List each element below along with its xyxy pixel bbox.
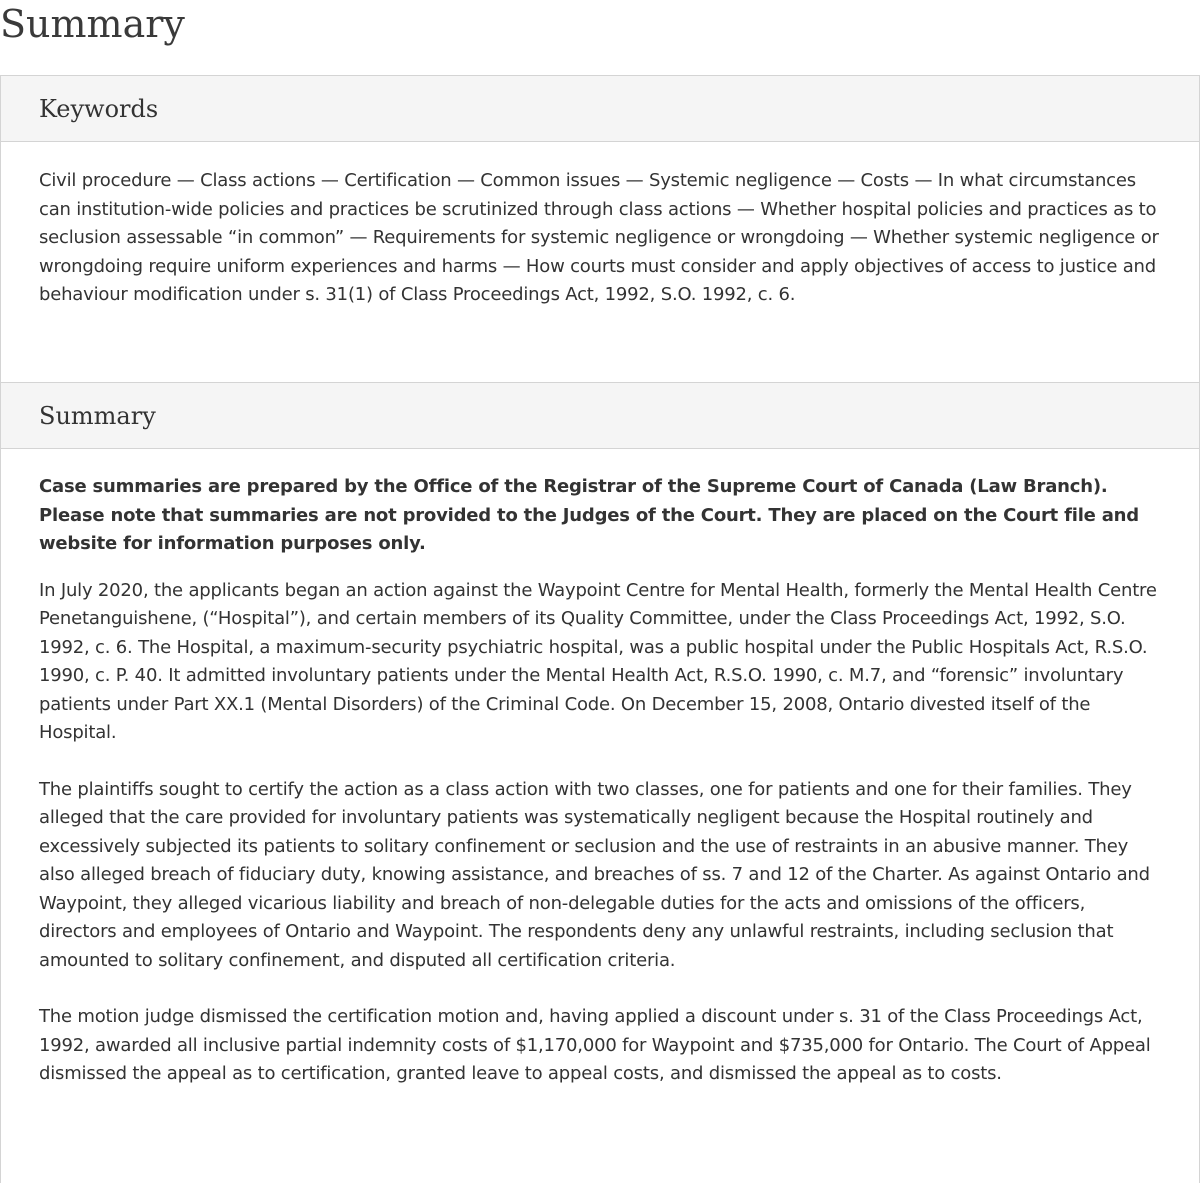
page-title: Summary: [0, 2, 185, 46]
keywords-heading: Keywords: [39, 94, 159, 123]
keywords-panel-body: [1, 142, 1199, 310]
summary-panel-heading: [1, 383, 1199, 449]
keywords-panel: [0, 75, 1200, 383]
summary-panel: [0, 382, 1200, 1183]
summary-panel-body: [1, 449, 1199, 1089]
summary-heading: Summary: [39, 401, 156, 430]
summary-paragraph: The motion judge dismissed the certification motion and, having applied a discount under s. 31 of the Class Proceedings Act, 1992, awarded all inclusive partial indemnity costs of $1,170,000 for Waypoint and $735,000 for Ontario. The Court of Appeal dismissed the appeal as to certification, granted leave to appeal costs, and dismissed the appeal as to costs.: [39, 1006, 1151, 1084]
summary-disclaimer: Case summaries are prepared by the Office of the Registrar of the Supreme Court of Canada (Law Branch). Please note that summaries are not provided to the Judges of the Court. They are placed on the Court file and website for information purposes only.: [39, 476, 1139, 554]
keywords-panel-heading: [1, 76, 1199, 142]
keywords-text: Civil procedure — Class actions — Certification — Common issues — Systemic negligence — Costs — In what circumstances can institution-wide policies and practices be scrutinized through class actions — Whether hospital policies and practices as to seclusion assessable “in common” — Requirements for systemic negligence or wrongdoing — Whether systemic negligence or wrongdoing require uniform experiences and harms — How courts must consider and apply objectives of access to justice and behaviour modification under s. 31(1) of Class Proceedings Act, 1992, S.O. 1992, c. 6.: [39, 170, 1159, 305]
summary-paragraph: The plaintiffs sought to certify the action as a class action with two classes, one for patients and one for their families. They alleged that the care provided for involuntary patients was systematically negligent because the Hospital routinely and excessively subjected its patients to solitary confinement or seclusion and the use of restraints in an abusive manner. They also alleged breach of fiduciary duty, knowing assistance, and breaches of ss. 7 and 12 of the Charter. As against Ontario and Waypoint, they alleged vicarious liability and breach of non-delegable duties for the acts and omissions of the officers, directors and employees of Ontario and Waypoint. The respondents deny any unlawful restraints, including seclusion that amounted to solitary confinement, and disputed all certification criteria.: [39, 778, 1150, 971]
summary-paragraph: In July 2020, the applicants began an action against the Waypoint Centre for Mental Health, formerly the Mental Health Centre Penetanguishene, (“Hospital”), and certain members of its Quality Committee, under the Class Proceedings Act, 1992, S.O. 1992, c. 6. The Hospital, a maximum-security psychiatric hospital, was a public hospital under the Public Hospitals Act, R.S.O. 1990, c. P. 40. It admitted involuntary patients under the Mental Health Act, R.S.O. 1990, c. M.7, and “forensic” involuntary patients under Part XX.1 (Mental Disorders) of the Criminal Code. On December 15, 2008, Ontario divested itself of the Hospital.: [39, 579, 1157, 743]
